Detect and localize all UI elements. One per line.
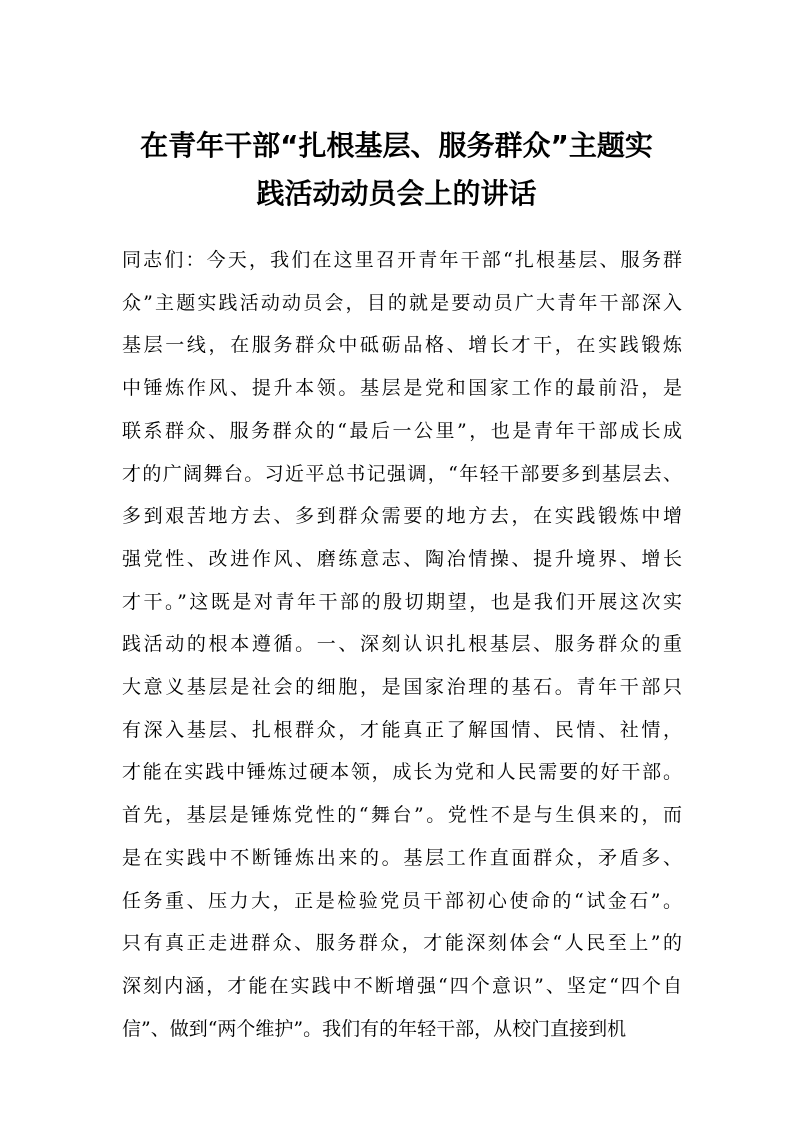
body-line: 基层一线，在服务群众中砥砺品格、增长才干，在实践锻炼: [122, 334, 682, 357]
document-body: [122, 239, 682, 1050]
body-line: 中锤炼作风、提升本领。基层是党和国家工作的最前沿，是: [122, 377, 682, 400]
body-line: 有深入基层、扎根群众，才能真正了解国情、民情、社情，: [122, 718, 682, 741]
body-line: 深刻内涵，才能在实践中不断增强“四个意识”、坚定“四个自: [122, 974, 682, 997]
body-line: 信”、做到“两个维护”。我们有的年轻干部，从校门直接到机: [122, 1017, 627, 1040]
body-line: 只有真正走进群众、服务群众，才能深刻体会“人民至上”的: [122, 932, 682, 955]
body-line: 多到艰苦地方去、多到群众需要的地方去，在实践锻炼中增: [122, 505, 682, 528]
body-line: 才的广阔舞台。习近平总书记强调，“年轻干部要多到基层去、: [122, 462, 682, 485]
body-line: 践活动的根本遵循。一、深刻认识扎根基层、服务群众的重: [122, 633, 682, 656]
body-line: 联系群众、服务群众的“最后一公里”，也是青年干部成长成: [122, 419, 682, 442]
body-line: 同志们：今天，我们在这里召开青年干部“扎根基层、服务群: [122, 249, 682, 271]
document-title-line-1: 在青年干部“扎根基层、服务群众”主题实: [140, 129, 653, 162]
body-line: 任务重、压力大，正是检验党员干部初心使命的“试金石”。: [122, 889, 682, 912]
body-line: 才能在实践中锤炼过硬本领，成长为党和人民需要的好干部。: [122, 761, 682, 784]
body-line: 众”主题实践活动动员会，目的就是要动员广大青年干部深入: [122, 291, 682, 314]
body-line: 首先，基层是锤炼党性的“舞台”。党性不是与生俱来的，而: [122, 804, 682, 827]
body-line: 是在实践中不断锤炼出来的。基层工作直面群众，矛盾多、: [122, 846, 682, 869]
document-title-line-2: 践活动动员会上的讲话: [256, 177, 537, 210]
document-title: [100, 122, 693, 218]
body-line: 强党性、改进作风、磨练意志、陶冶情操、提升境界、增长: [122, 547, 682, 570]
body-line: 才干。”这既是对青年干部的殷切期望，也是我们开展这次实: [122, 590, 682, 613]
body-line: 大意义基层是社会的细胞，是国家治理的基石。青年干部只: [122, 676, 682, 699]
